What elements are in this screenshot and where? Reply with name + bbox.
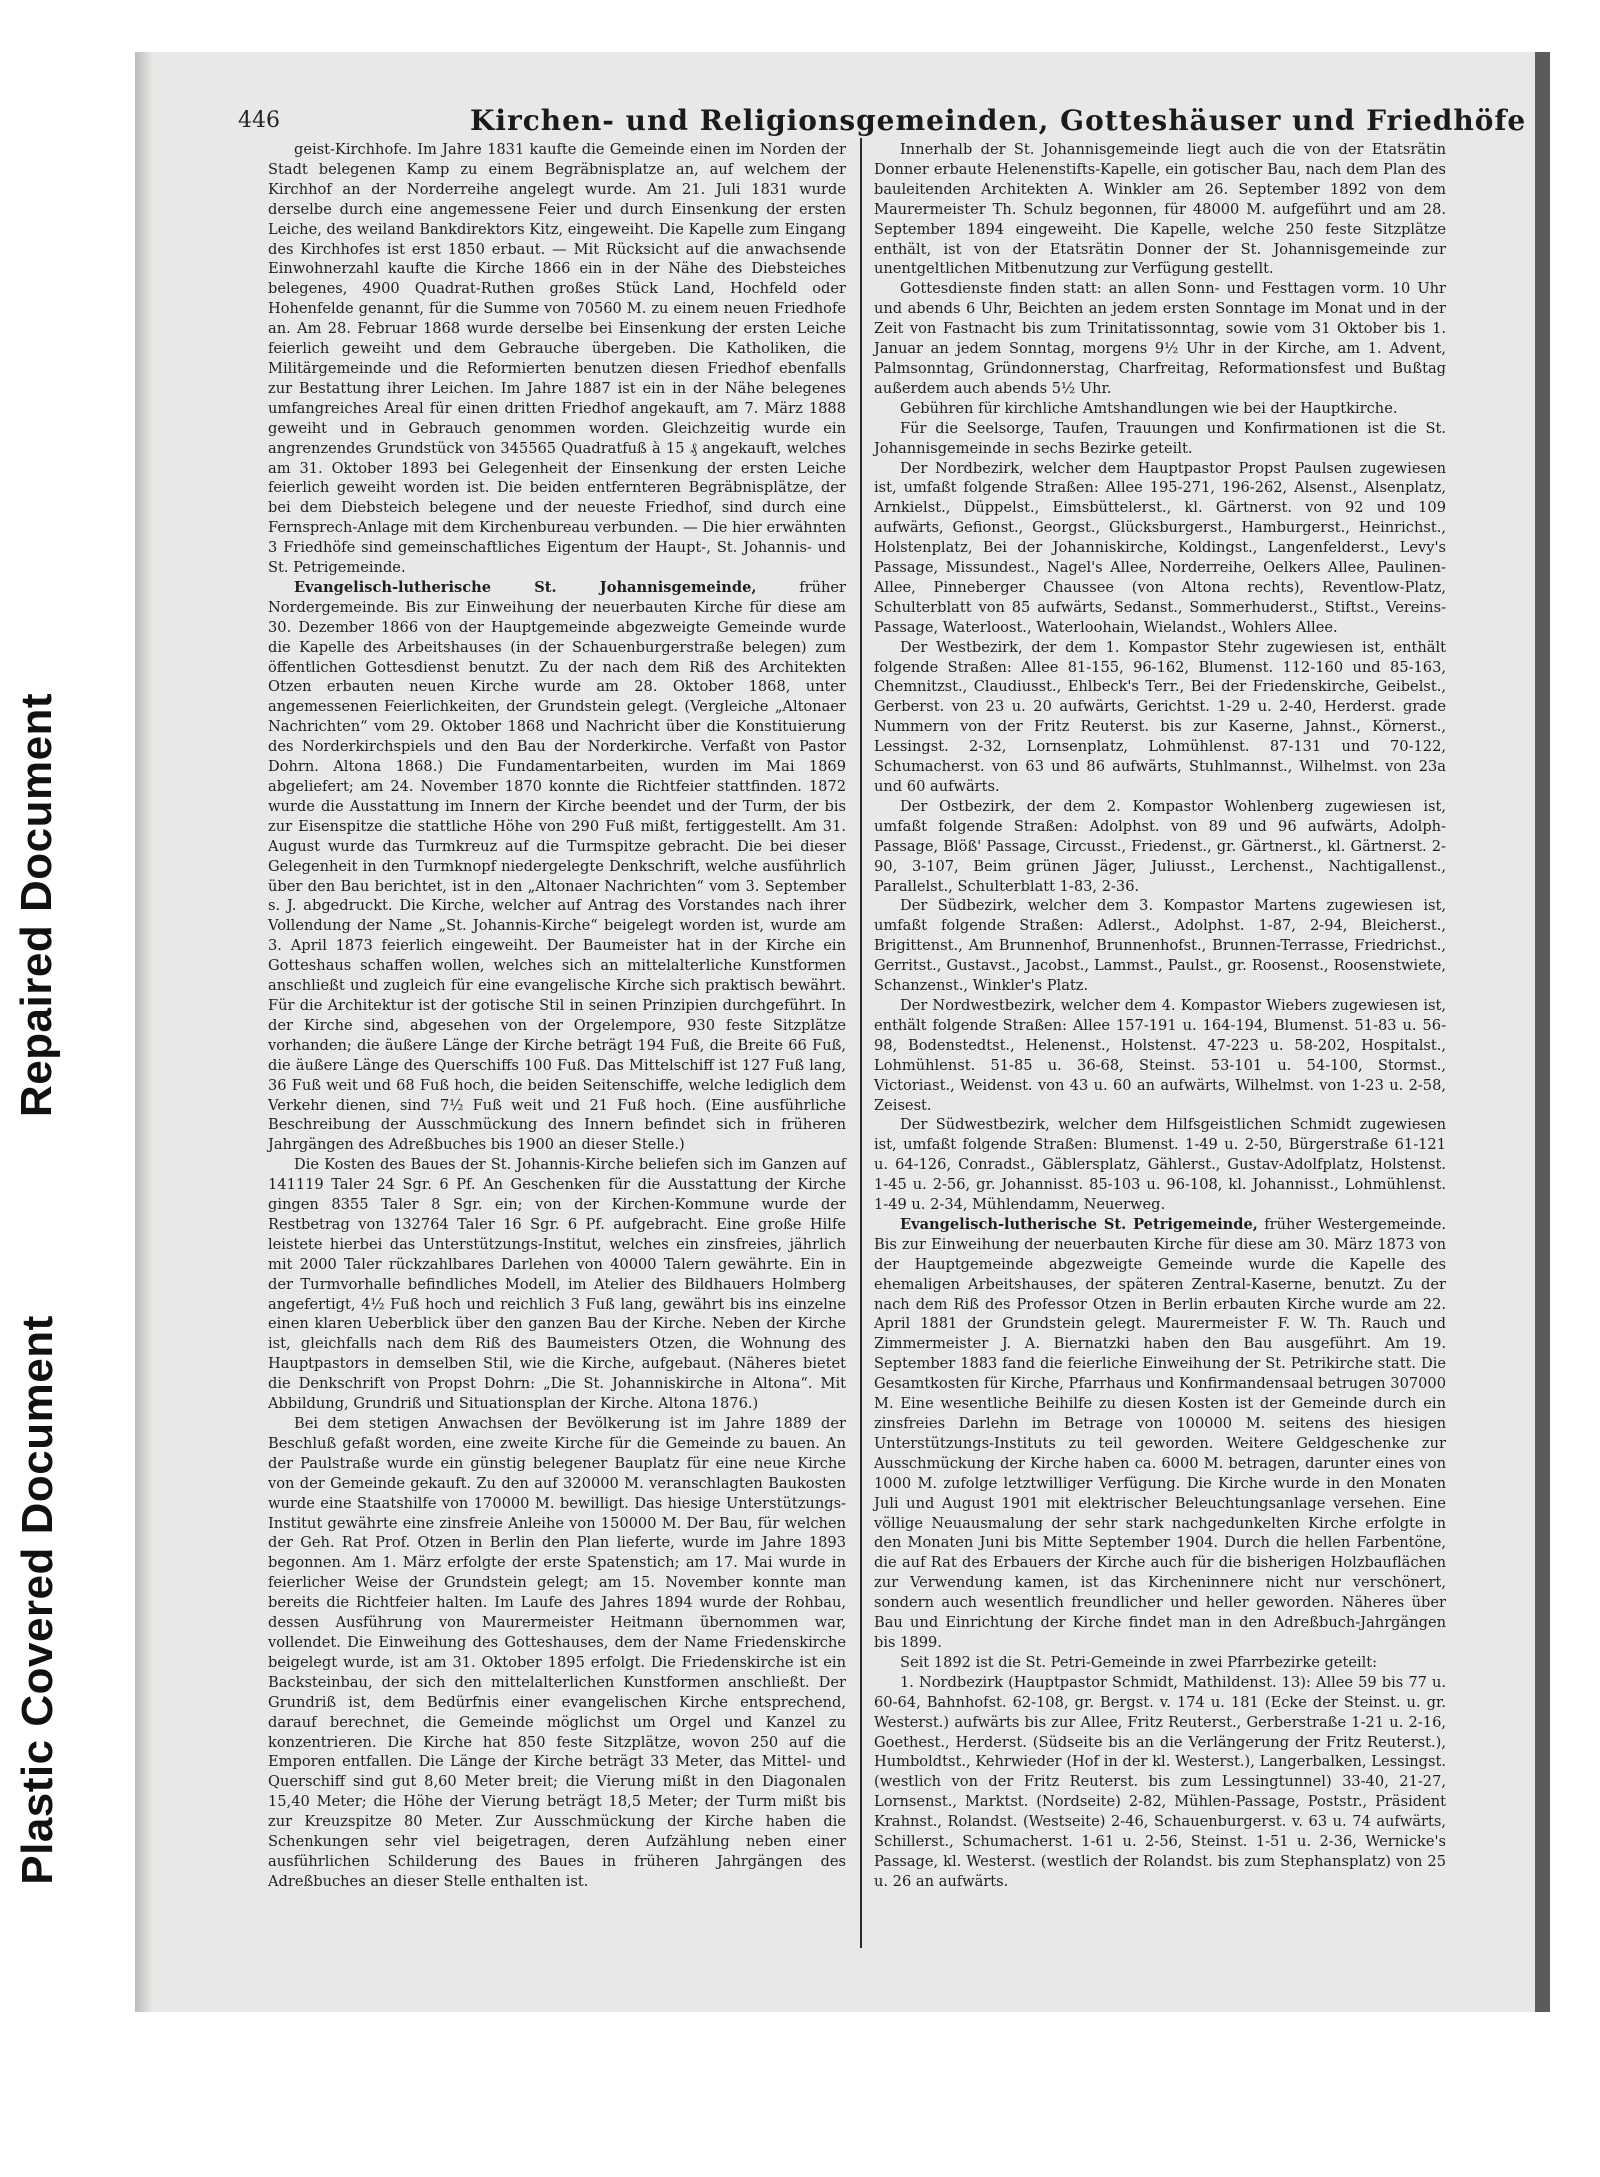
- right-column: [874, 140, 1446, 1970]
- paragraph-pfarrbezirke: Seit 1892 ist die St. Petri-Gemeinde in zwei Pfarrbezirke geteilt:: [900, 1653, 1378, 1671]
- page-number: 446: [238, 108, 280, 133]
- paragraph-bezirke-intro: Für die Seelsorge, Taufen, Trauungen und Konfirmationen ist die St. Johannisgemeinde in sechs Bezirke geteilt.: [874, 419, 1446, 457]
- paragraph-ostbezirk: Der Ostbezirk, der dem 2. Kompastor Wohlenberg zugewiesen ist, umfaßt folgende Straßen: Adolphst. von 89 und 96 aufwärts, Adolph-Passage, Blöß' Passage, Circusst., Friedenst., gr. Gärtnerst., kl. Gärtnerst. 2-90, 3-107, Beim grünen Jäger, Juliusst., Lerchenst., Nachtigallenst., Parallelst., Schulterblatt 1-83, 2-36.: [874, 797, 1446, 895]
- page-gutter-shadow: [135, 52, 153, 2012]
- paragraph-petri-nordbezirk: 1. Nordbezirk (Hauptpastor Schmidt, Mathildenst. 13): Allee 59 bis 77 u. 60-64, Bahnhofst. 62-108, gr. Bergst. v. 174 u. 181 (Ecke der Steinst. u. gr. Westerst.) aufwärts bis zur Allee, Fritz Reuterst., Gerberstraße 1-21 u. 2-16, Goethest., Herderst. (Südseite bis an die Verlängerung der Fritz Reuterst.), Humboldtst., Kehrwieder (Hof in der kl. Westerst.), Langerbalken, Lessingst. (westlich von der Fritz Reuterst. bis zum Lessingtunnel) 33-40, 21-27, Lornsenst., Marktst. (Nordseite) 2-82, Mühlen-Passage, Poststr., Präsident Krahnst., Rolandst. (Westseite) 2-46, Schauenburgerst. v. 63 u. 74 aufwärts, Schillerst., Schumacherst. 1-61 u. 2-56, Steinst. 1-51 u. 2-36, Wernicke's Passage, kl. Westerst. (westlich der Rolandst. bis zum Stephansplatz) von 25 u. 26 an aufwärts.: [874, 1673, 1446, 1890]
- section-heading-johannisgemeinde: Evangelisch-lutherische St. Johannisgemeinde,: [294, 578, 757, 596]
- paragraph-nordwestbezirk: Der Nordwestbezirk, welcher dem 4. Kompastor Wiebers zugewiesen ist, enthält folgende Straßen: Allee 157-191 u. 164-194, Blumenst. 51-83 u. 56-98, Bodenstedtst., Helenenst., Holstenst. 47-223 u. 58-202, Hospitalst., Lohmühlenst. 51-85 u. 36-68, Steinst. 53-101 u. 54-100, Stormst., Victoriast., Weidenst. von 43 u. 60 an aufwärts, Wilhelmst. von 1-23 u. 2-58, Zeisest.: [874, 996, 1446, 1114]
- paragraph-helenenstift: Innerhalb der St. Johannisgemeinde liegt auch die von der Etatsrätin Donner erbaute Helenenstifts-Kapelle, ein gotischer Bau, nach dem Plan des bauleitenden Architekten A. Winkler am 26. September 1892 von dem Maurermeister Th. Schulz begonnen, für 48000 M. aufgeführt und am 28. September 1894 eingeweiht. Die Kapelle, welche 250 feste Sitzplätze enthält, ist von der Etatsrätin Donner der St. Johannisgemeinde zur unentgeltlichen Mitbenutzung zur Verfügung gestellt.: [874, 141, 1446, 278]
- paragraph-gottesdienste: Gottesdienste finden statt: an allen Sonn- und Festtagen vorm. 10 Uhr und abends 6 Uhr, Beichten an jedem ersten Sonntage im Monat und in der Zeit von Fastnacht bis zum Trinitatissonntag, sowie vom 31 Oktober bis 1. Januar an jedem Sonntag, morgens 9½ Uhr in der Kirche, am 1. Advent, Palmsonntag, Gründonnerstag, Charfreitag, Reformationsfest und Bußtag außerdem auch abends 5½ Uhr.: [874, 280, 1446, 397]
- repaired-document-label: Repaired Document: [12, 692, 62, 1118]
- paragraph-baukosten: Die Kosten des Baues der St. Johannis-Kirche beliefen sich im Ganzen auf 141119 Taler 24 Sgr. 6 Pf. An Geschenken für die Ausstattung der Kirche gingen 8355 Taler 8 Sgr. ein; von der Kirchen-Kommune wurde der Restbetrag von 132764 Taler 16 Sgr. 6 Pf. aufgebracht. Eine große Hilfe leistete hierbei das Unterstützungs-Institut, welches ein zinsfreies, jährlich mit 2000 Taler rückzahlbares Darlehen von 40000 Talern gewährte. Ein in der Turmvorhalle befindliches Modell, im Atelier des Bildhauers Holmberg angefertigt, 4½ Fuß hoch und reichlich 3 Fuß lang, gewährt bis ins einzelne einen klaren Ueberblick über den ganzen Bau der Kirche. Neben der Kirche ist, gleichfalls nach dem Riß des Baumeisters Otzen, die Wohnung des Hauptpastors in demselben Stil, wie die Kirche, aufgebaut. (Näheres bietet die Denkschrift von Propst Dohrn: „Die St. Johanniskirche in Altona“. Mit Abbildung, Grundriß und Situationsplan der Kirche. Altona 1876.): [268, 1156, 846, 1413]
- column-divider: [860, 138, 862, 1948]
- document-sidebar: [0, 640, 75, 1980]
- paragraph-johannisgemeinde: Evangelisch-lutherische St. Johannisgemeinde, früher Nordergemeinde. Bis zur Einweihung der neuerbauten Kirche für diese am 30. Dezember 1866 von der Hauptgemeinde abgezweigte Gemeinde wurde die Kapelle des Arbeitshauses (in der Schauenburgerstraße belegen) zum öffentlichen Gottesdienst benutzt. Zu der nach dem Riß des Architekten Otzen erbauten neuen Kirche wurde am 28. Oktober 1868, unter angemessenen Feierlichkeiten, der Grundstein gelegt. (Vergleiche „Altonaer Nachrichten“ vom 29. Oktober 1868 und Nachricht über die Konstituierung des Norderkirchspiels und den Bau der Norderkirche. Verfaßt von Pastor Dohrn. Altona 1868.) Die Fundamentarbeiten, wurden im Mai 1869 abgeliefert; am 24. November 1870 konnte die Richtfeier stattfinden. 1872 wurde die Ausstattung im Innern der Kirche beendet und der Turm, der bis zur Eisenspitze die stattliche Höhe von 290 Fuß mißt, fertiggestellt. Am 31. August wurde das Turmkreuz auf die Turmspitze gebracht. Die bei dieser Gelegenheit in den Turmknopf niedergelegte Denkschrift, welche ausführlich über den Bau berichtet, ist in den „Altonaer Nachrichten“ vom 3. September s. J. abgedruckt. Die Kirche, welcher auf Antrag des Vorstandes nach ihrer Vollendung der Name „St. Johannis-Kirche“ beigelegt worden ist, wurde am 3. April 1873 feierlich eingeweiht. Der Baumeister hat in der Kirche ein Gotteshaus schaffen wollen, welches sich an mittelalterliche Kunstformen anschließt und zugleich für eine evangelische Kirche sich praktisch bewährt. Für die Architektur ist der gotische Stil in seinen Prinzipien durchgeführt. In der Kirche sind, abgesehen von der Orgelempore, 930 feste Sitzplätze vorhanden; die äußere Länge der Kirche beträgt 194 Fuß, die Breite 66 Fuß, die äußere Länge des Querschiffs 100 Fuß. Das Mittelschiff ist 127 Fuß lang, 36 Fuß weit und 68 Fuß hoch, die beiden Seitenschiffe, welche lediglich dem Verkehr dienen, sind 7½ Fuß weit und 21 Fuß hoch. (Eine ausführliche Beschreibung der Ausschmückung des Innern befindet sich in früheren Jahrgängen des Adreßbuches bis 1900 an dieser Stelle.): [268, 578, 846, 1154]
- plastic-covered-document-label: Plastic Covered Document: [12, 1315, 62, 1885]
- section-heading-petrigemeinde: Evangelisch-lutherische St. Petrigemeinde,: [900, 1215, 1258, 1233]
- page-header: [230, 104, 1527, 138]
- paragraph-friedhoefe: geist-Kirchhofe. Im Jahre 1831 kaufte die Gemeinde einen im Norden der Stadt belegenen Kamp zu einem Begräbnisplatze an, auf welchem der Kirchhof an der Norderreihe angelegt wurde. Am 21. Juli 1831 wurde derselbe durch eine angemessene Feier und durch Einsenkung der ersten Leiche, des weiland Bankdirektors Kitz, eingeweiht. Die Kapelle zum Eingang des Kirchhofes ist erst 1850 erbaut. — Mit Rücksicht auf die anwachsende Einwohnerzahl kaufte die Kirche 1866 ein in der Nähe des Diebsteiches belegenes, 4900 Quadrat-Ruthen großes Stück Land, Hochfeld oder Hohenfelde genannt, für die Summe von 70560 M. zu einem neuen Friedhofe an. Am 28. Februar 1868 wurde derselbe bei Einsenkung der ersten Leiche feierlich geweiht und dem Gebrauche übergeben. Die Katholiken, die Militärgemeinde und die Reformierten benutzen diesen Friedhof ebenfalls zur Bestattung ihrer Leichen. Im Jahre 1887 ist ein in der Nähe belegenes umfangreiches Areal für einen dritten Friedhof angekauft, am 7. März 1888 geweiht und in Gebrauch genommen worden. Gleichzeitig wurde ein angrenzendes Grundstück von 345565 Quadratfuß à 15 ₰ angekauft, welches am 31. Oktober 1893 bei Gelegenheit der Einsenkung der ersten Leiche feierlich geweiht worden ist. Die beiden entfernteren Begräbnisplätze, der bei dem Diebsteich belegene und der neueste Friedhof, sind durch eine Fernsprech-Anlage mit dem Kirchenbureau verbunden. — Die hier erwähnten 3 Friedhöfe sind gemeinschaftliches Eigentum der Haupt-, St. Johannis- und St. Petrigemeinde.: [268, 141, 846, 577]
- page-edge-strip: [1535, 52, 1550, 2012]
- paragraph-gebuehren: Gebühren für kirchliche Amtshandlungen wie bei der Hauptkirche.: [900, 399, 1398, 417]
- left-column: [268, 140, 846, 1970]
- paragraph-suedwestbezirk: Der Südwestbezirk, welcher dem Hilfsgeistlichen Schmidt zugewiesen ist, umfaßt folgende Straßen: Blumenst. 1-49 u. 2-50, Bürgerstraße 61-121 u. 64-126, Conradst., Gäblersplatz, Gählerst., Gustav-Adolfplatz, Holstenst. 1-45 u. 2-56, gr. Johannisst. 85-103 u. 96-108, kl. Johannisst., Lohmühlenst. 1-49 u. 2-34, Mühlendamm, Neuerweg.: [874, 1116, 1446, 1214]
- page-title: Kirchen- und Religionsgemeinden, Gotteshäuser und Friedhöfe: [470, 104, 1527, 137]
- paragraph-friedenskirche: Bei dem stetigen Anwachsen der Bevölkerung ist im Jahre 1889 der Beschluß gefaßt worden, eine zweite Kirche für die Gemeinde zu bauen. An der Paulstraße wurde ein günstig belegener Bauplatz für eine neue Kirche von der Gemeinde gekauft. Zu den auf 320000 M. veranschlagten Baukosten wurde eine Staatshilfe von 170000 M. bewilligt. Das hiesige Unterstützungs-Institut gewährte eine zinsfreie Anleihe von 150000 M. Der Bau, für welchen der Geh. Rat Prof. Otzen in Berlin den Plan lieferte, wurde im Jahre 1893 begonnen. Am 1. März erfolgte der erste Spatenstich; am 17. Mai wurde in feierlicher Weise der Grundstein gelegt; am 15. November konnte man bereits die Richtfeier halten. Im Laufe des Jahres 1894 wurde der Rohbau, dessen Ausführung von Maurermeister Heitmann übernommen war, vollendet. Die Einweihung des Gotteshauses, dem der Name Friedenskirche beigelegt wurde, ist am 31. Oktober 1895 erfolgt. Die Friedenskirche ist ein Backsteinbau, der sich den mittelalterlichen Kunstformen anschließt. Der Grundriß ist, dem Bedürfnis einer evangelischen Kirche entsprechend, darauf berechnet, die Gemeinde möglichst um Orgel und Kanzel zu konzentrieren. Die Kirche hat 850 feste Sitzplätze, wovon 250 auf die Emporen entfallen. Die Länge der Kirche beträgt 33 Meter, das Mittel- und Querschiff sind gut 8,60 Meter breit; die Vierung mißt in den Diagonalen 15,40 Meter; die Höhe der Vierung beträgt 18,5 Meter; der Turm mißt bis zur Kreuzspitze 80 Meter. Zur Ausschmückung der Kirche haben die Schenkungen sehr viel beigetragen, deren Aufzählung neben einer ausführlichen Schilderung des Baues in früheren Jahrgängen des Adreßbuches an dieser Stelle enthalten ist.: [268, 1415, 846, 1890]
- paragraph-petrigemeinde: Evangelisch-lutherische St. Petrigemeinde, früher Westergemeinde. Bis zur Einweihung der neuerbauten Kirche für diese am 30. März 1873 von der Hauptgemeinde abgezweigte Gemeinde wurde die Kapelle des ehemaligen Arbeitshauses, der späteren Zentral-Kaserne, benutzt. Zu der nach dem Riß des Professor Otzen in Berlin erbauten Kirche wurde am 22. April 1881 der Grundstein gelegt. Maurermeister F. W. Th. Rauch und Zimmermeister J. A. Biernatzki haben den Bau ausgeführt. Am 19. September 1883 fand die feierliche Einweihung der St. Petrikirche statt. Die Gesamtkosten für Kirche, Pfarrhaus und Konfirmandensaal betrugen 307000 M. Eine wesentliche Beihilfe zu diesen Kosten ist der Gemeinde durch ein zinsfreies Darlehn im Betrage von 100000 M. seitens des hiesigen Unterstützungs-Instituts zu teil geworden. Weitere Geldgeschenke zur Ausschmückung der Kirche haben ca. 6000 M. betragen, darunter eines von 1000 M. zufolge letztwilliger Verfügung. Die Kirche wurde in den Monaten Juli und August 1901 mit elektrischer Beleuchtungsanlage versehen. Eine völlige Neuausmalung der sehr stark nachgedunkelten Kirche erfolgte in den Monaten Juni bis Mitte September 1904. Durch die hellen Farbentöne, die auf Rat des Erbauers der Kirche auch für die bisherigen Holzbauflächen zur Verwendung kamen, ist das Kircheninnere nicht nur verschönert, sondern auch wesentlich freundlicher und heller geworden. Näheres über Bau und Einrichtung der Kirche findet man in den Adreßbuch-Jahrgängen bis 1899.: [874, 1215, 1447, 1651]
- paragraph-nordbezirk: Der Nordbezirk, welcher dem Hauptpastor Propst Paulsen zugewiesen ist, umfaßt folgende Straßen: Allee 195-271, 196-262, Alsenst., Alsenplatz, Arnkielst., Düppelst., Eimsbüttelerst., kl. Gärtnerst. von 92 und 109 aufwärts, Gefionst., Georgst., Glücksburgerst., Hamburgerst., Heinrichst., Holstenplatz, Bei der Johanniskirche, Koldingst., Langenfelderst., Levy's Passage, Missundest., Nagel's Allee, Norderreihe, Oelkers Allee, Paulinen-Allee, Pinneberger Chaussee (von Altona rechts), Reventlow-Platz, Schulterblatt von 85 aufwärts, Sedanst., Sommerhuderst., Stiftst., Vereins-Passage, Waterloost., Waterloohain, Wielandst., Wohlers Allee.: [874, 459, 1446, 636]
- paragraph-suedbezirk: Der Südbezirk, welcher dem 3. Kompastor Martens zugewiesen ist, umfaßt folgende Straßen: Adlerst., Adolphst. 1-87, 2-94, Bleicherst., Brigittenst., Am Brunnenhof, Brunnenhofst., Brunnen-Terrasse, Friedrichst., Gerritst., Gustavst., Jacobst., Lammst., Paulst., gr. Roosenst., Roosenstwiete, Schanzenst., Winkler's Platz.: [874, 897, 1446, 995]
- paragraph-westbezirk: Der Westbezirk, der dem 1. Kompastor Stehr zugewiesen ist, enthält folgende Straßen: Allee 81-155, 96-162, Blumenst. 112-160 und 85-163, Chemnitzst., Claudiusst., Ehlbeck's Terr., Bei der Friedenskirche, Geibelst., Gerberst. von 23 u. 20 aufwärts, Gerichtst. 1-29 u. 2-40, Herderst. grade Nummern von der Fritz Reuterst. bis zur Kaserne, Jahnst., Körnerst., Lessingst. 2-32, Lornsenplatz, Lohmühlenst. 87-131 und 70-122, Schumacherst. von 63 und 86 aufwärts, Stuhlmannst., Wilhelmst. von 23a und 60 aufwärts.: [874, 638, 1446, 795]
